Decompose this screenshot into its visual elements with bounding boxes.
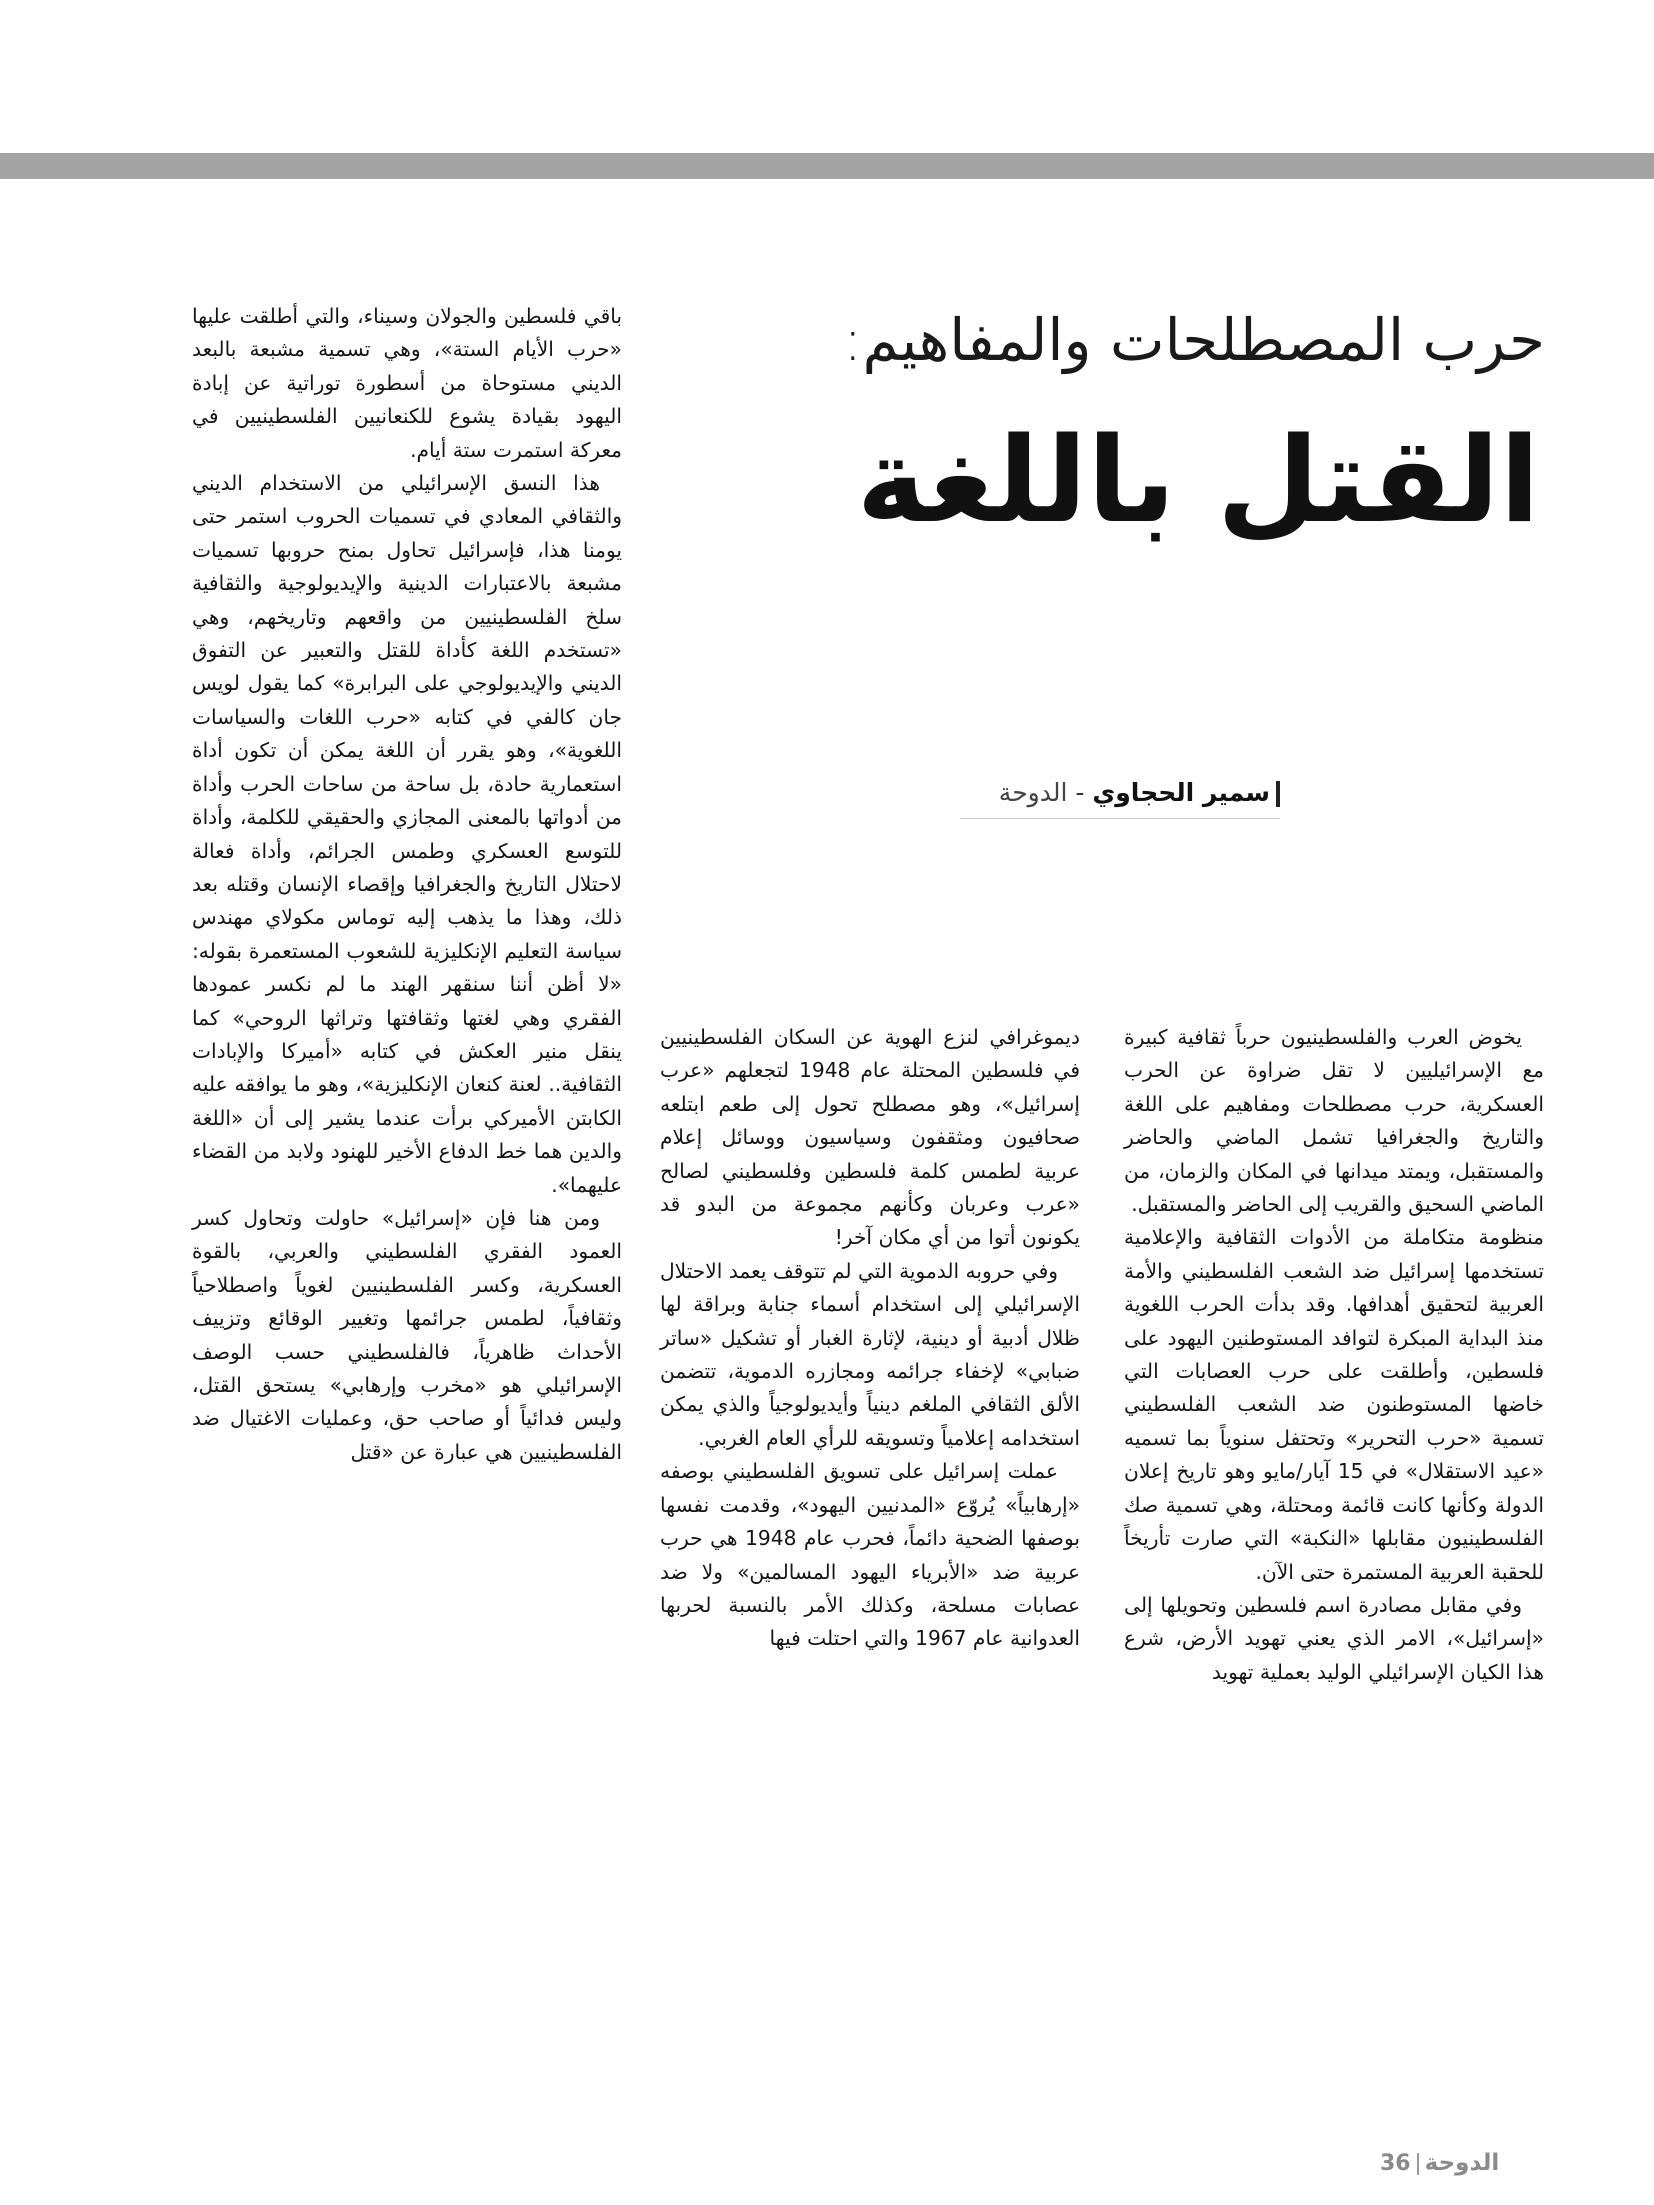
byline bbox=[960, 772, 1280, 819]
top-gray-bar bbox=[0, 153, 1654, 179]
byline-location: الدوحة bbox=[998, 778, 1068, 807]
article-subtitle: حرب المصطلحات والمفاهيم: bbox=[842, 306, 1545, 374]
byline-author: سمير الحجاوي bbox=[1092, 778, 1270, 807]
article-column-right bbox=[1124, 1021, 1544, 1689]
paragraph: ديموغرافي لنزع الهوية عن السكان الفلسطينيين في فلسطين المحتلة عام 1948 لتجعلهم «عرب إسرائيل»، وهو مصطلح تحول إلى طعم ابتلعه صحافيون ومثقفون وسياسيون ووسائل إعلام عربية لطمس كلمة فلسطين وفلسطيني لصالح «عرب وعربان وكأنهم مجموعة من البدو قد يكونون أتوا من أي مكان آخر! bbox=[660, 1025, 1081, 1250]
article-column-middle bbox=[660, 1021, 1080, 1656]
page-footer bbox=[1380, 2148, 1530, 2178]
paragraph: باقي فلسطين والجولان وسيناء، والتي أطلقت عليها «حرب الأيام الستة»، وهي تسمية مشبعة بالبعد الديني مستوحاة من أسطورة توراتية عن إبادة اليهود بقيادة يشوع للكنعانيين الفلسطينيين في معركة استمرت ستة أيام. bbox=[192, 304, 622, 462]
byline-separator: - bbox=[1075, 778, 1085, 807]
paragraph: وفي حروبه الدموية التي لم تتوقف يعمد الاحتلال الإسرائيلي إلى استخدام أسماء جنابة وبراقة لها ظلال أدبية أو دينية، لإثارة الغبار أو تشكيل «ساتر ضبابي» لإخفاء جرائمه ومجازره الدموية، تتضمن الألق الثقافي الملغم دينياً وأيديولوجياً والذي يمكن استخدامه إعلامياً وتسويقه للرأي العام الغربي. bbox=[660, 1258, 1080, 1450]
magazine-logo: الدوحة bbox=[1424, 2150, 1500, 2176]
article-title: القتل باللغة bbox=[856, 411, 1540, 549]
byline-marker bbox=[1276, 781, 1280, 807]
paragraph: ومن هنا فإن «إسرائيل» حاولت وتحاول كسر العمود الفقري الفلسطيني والعربي، بالقوة العسكرية، وكسر الفلسطينيين لغوياً واصطلاحياً وثقافياً، لطمس جرائمها وتغيير الوقائع وتزييف الأحداث ظاهرياً، فالفلسطيني حسب الوصف الإسرائيلي هو «مخرب وإرهابي» يستحق القتل، وليس فدائياً أو صاحب حق، وعمليات الاغتيال ضد الفلسطينيين هي عبارة عن «قتل bbox=[192, 1205, 622, 1464]
article-column-left bbox=[192, 300, 622, 1469]
paragraph: يخوض العرب والفلسطينيون حرباً ثقافية كبيرة مع الإسرائيليين لا تقل ضراوة عن الحرب العسكرية، حرب مصطلحات ومفاهيم على اللغة والتاريخ والجغرافيا تشمل الماضي والحاضر والمستقبل، ويمتد ميدانها في المكان والزمان، من الماضي السحيق والقريب إلى الحاضر والمستقبل. bbox=[1124, 1025, 1544, 1217]
paragraph: عملت إسرائيل على تسويق الفلسطيني بوصفه «إرهابياً» يُروّع «المدنيين اليهود»، وقدمت نفسها بوصفها الضحية دائماً، فحرب عام 1948 هي حرب عربية ضد «الأبرياء اليهود المسالمين» ولا ضد عصابات مسلحة، وكذلك الأمر بالنسبة لحربها العدوانية عام 1967 والتي احتلت فيها bbox=[660, 1459, 1080, 1651]
paragraph: منظومة متكاملة من الأدوات الثقافية والإعلامية تستخدمها إسرائيل ضد الشعب الفلسطيني والأمة العربية لتحقيق أهدافها. وقد بدأت الحرب اللغوية منذ البداية المبكرة لتوافد المستوطنين اليهود على فلسطين، وأطلقت على حرب العصابات التي خاضها المستوطنون ضد الشعب الفلسطيني تسمية «حرب التحرير» وتحتفل سنوياً بما تسميه «عيد الاستقلال» في 15 آيار/مايو وهو تاريخ إعلان الدولة وكأنها كانت قائمة ومحتلة، وهي تسمية صك الفلسطينيون مقابلها «النكبة» التي صارت تأريخاً للحقبة العربية المستمرة حتى الآن. bbox=[1124, 1225, 1544, 1584]
paragraph: هذا النسق الإسرائيلي من الاستخدام الديني والثقافي المعادي في تسميات الحروب استمر حتى يومنا هذا، فإسرائيل تحاول بمنح حروبها تسميات مشبعة بالاعتبارات الدينية والإيديولوجية والثقافية سلخ الفلسطينيين من واقعهم وتاريخهم، وهي «تستخدم اللغة كأداة للقتل والتعبير عن التفوق الديني والإيديولوجي على البرابرة» كما يقول لويس جان كالفي في كتابه «حرب اللغات والسياسات اللغوية»، وهو يقرر أن اللغة يمكن أن تكون أداة استعمارية حادة، بل ساحة من ساحات الحرب وأداة من أدواتها بالمعنى المجازي والحقيقي للكلمة، وأداة للتوسع العسكري وطمس الجرائم، وأداة فعالة لاحتلال التاريخ والجغرافيا وإقصاء الإنسان وقتله بعد ذلك، وهذا ما يذهب إليه توماس مكولاي مهندس سياسة التعليم الإنكليزية للشعوب المستعمرة بقوله: «لا أظن أننا سنقهر الهند ما لم نكسر عمودها الفقري وهي لغتها وثقافتها وتراثها الروحي» كما ينقل منير العكش في كتابه «أميركا والإبادات الثقافية.. لعنة كنعان الإنكليزية»، وهو ما يوافقه عليه الكابتن الأميركي برأت عندما يشير إلى أن «اللغة والدين هما خط الدفاع الأخير للهنود ولابد من القضاء عليهما». bbox=[192, 471, 622, 1197]
footer-divider bbox=[1417, 2153, 1419, 2175]
paragraph: وفي مقابل مصادرة اسم فلسطين وتحويلها إلى «إسرائيل»، الامر الذي يعني تهويد الأرض، شرع هذا الكيان الإسرائيلي الوليد بعملية تهويد bbox=[1124, 1592, 1544, 1684]
page-number: 36 bbox=[1380, 2151, 1411, 2176]
